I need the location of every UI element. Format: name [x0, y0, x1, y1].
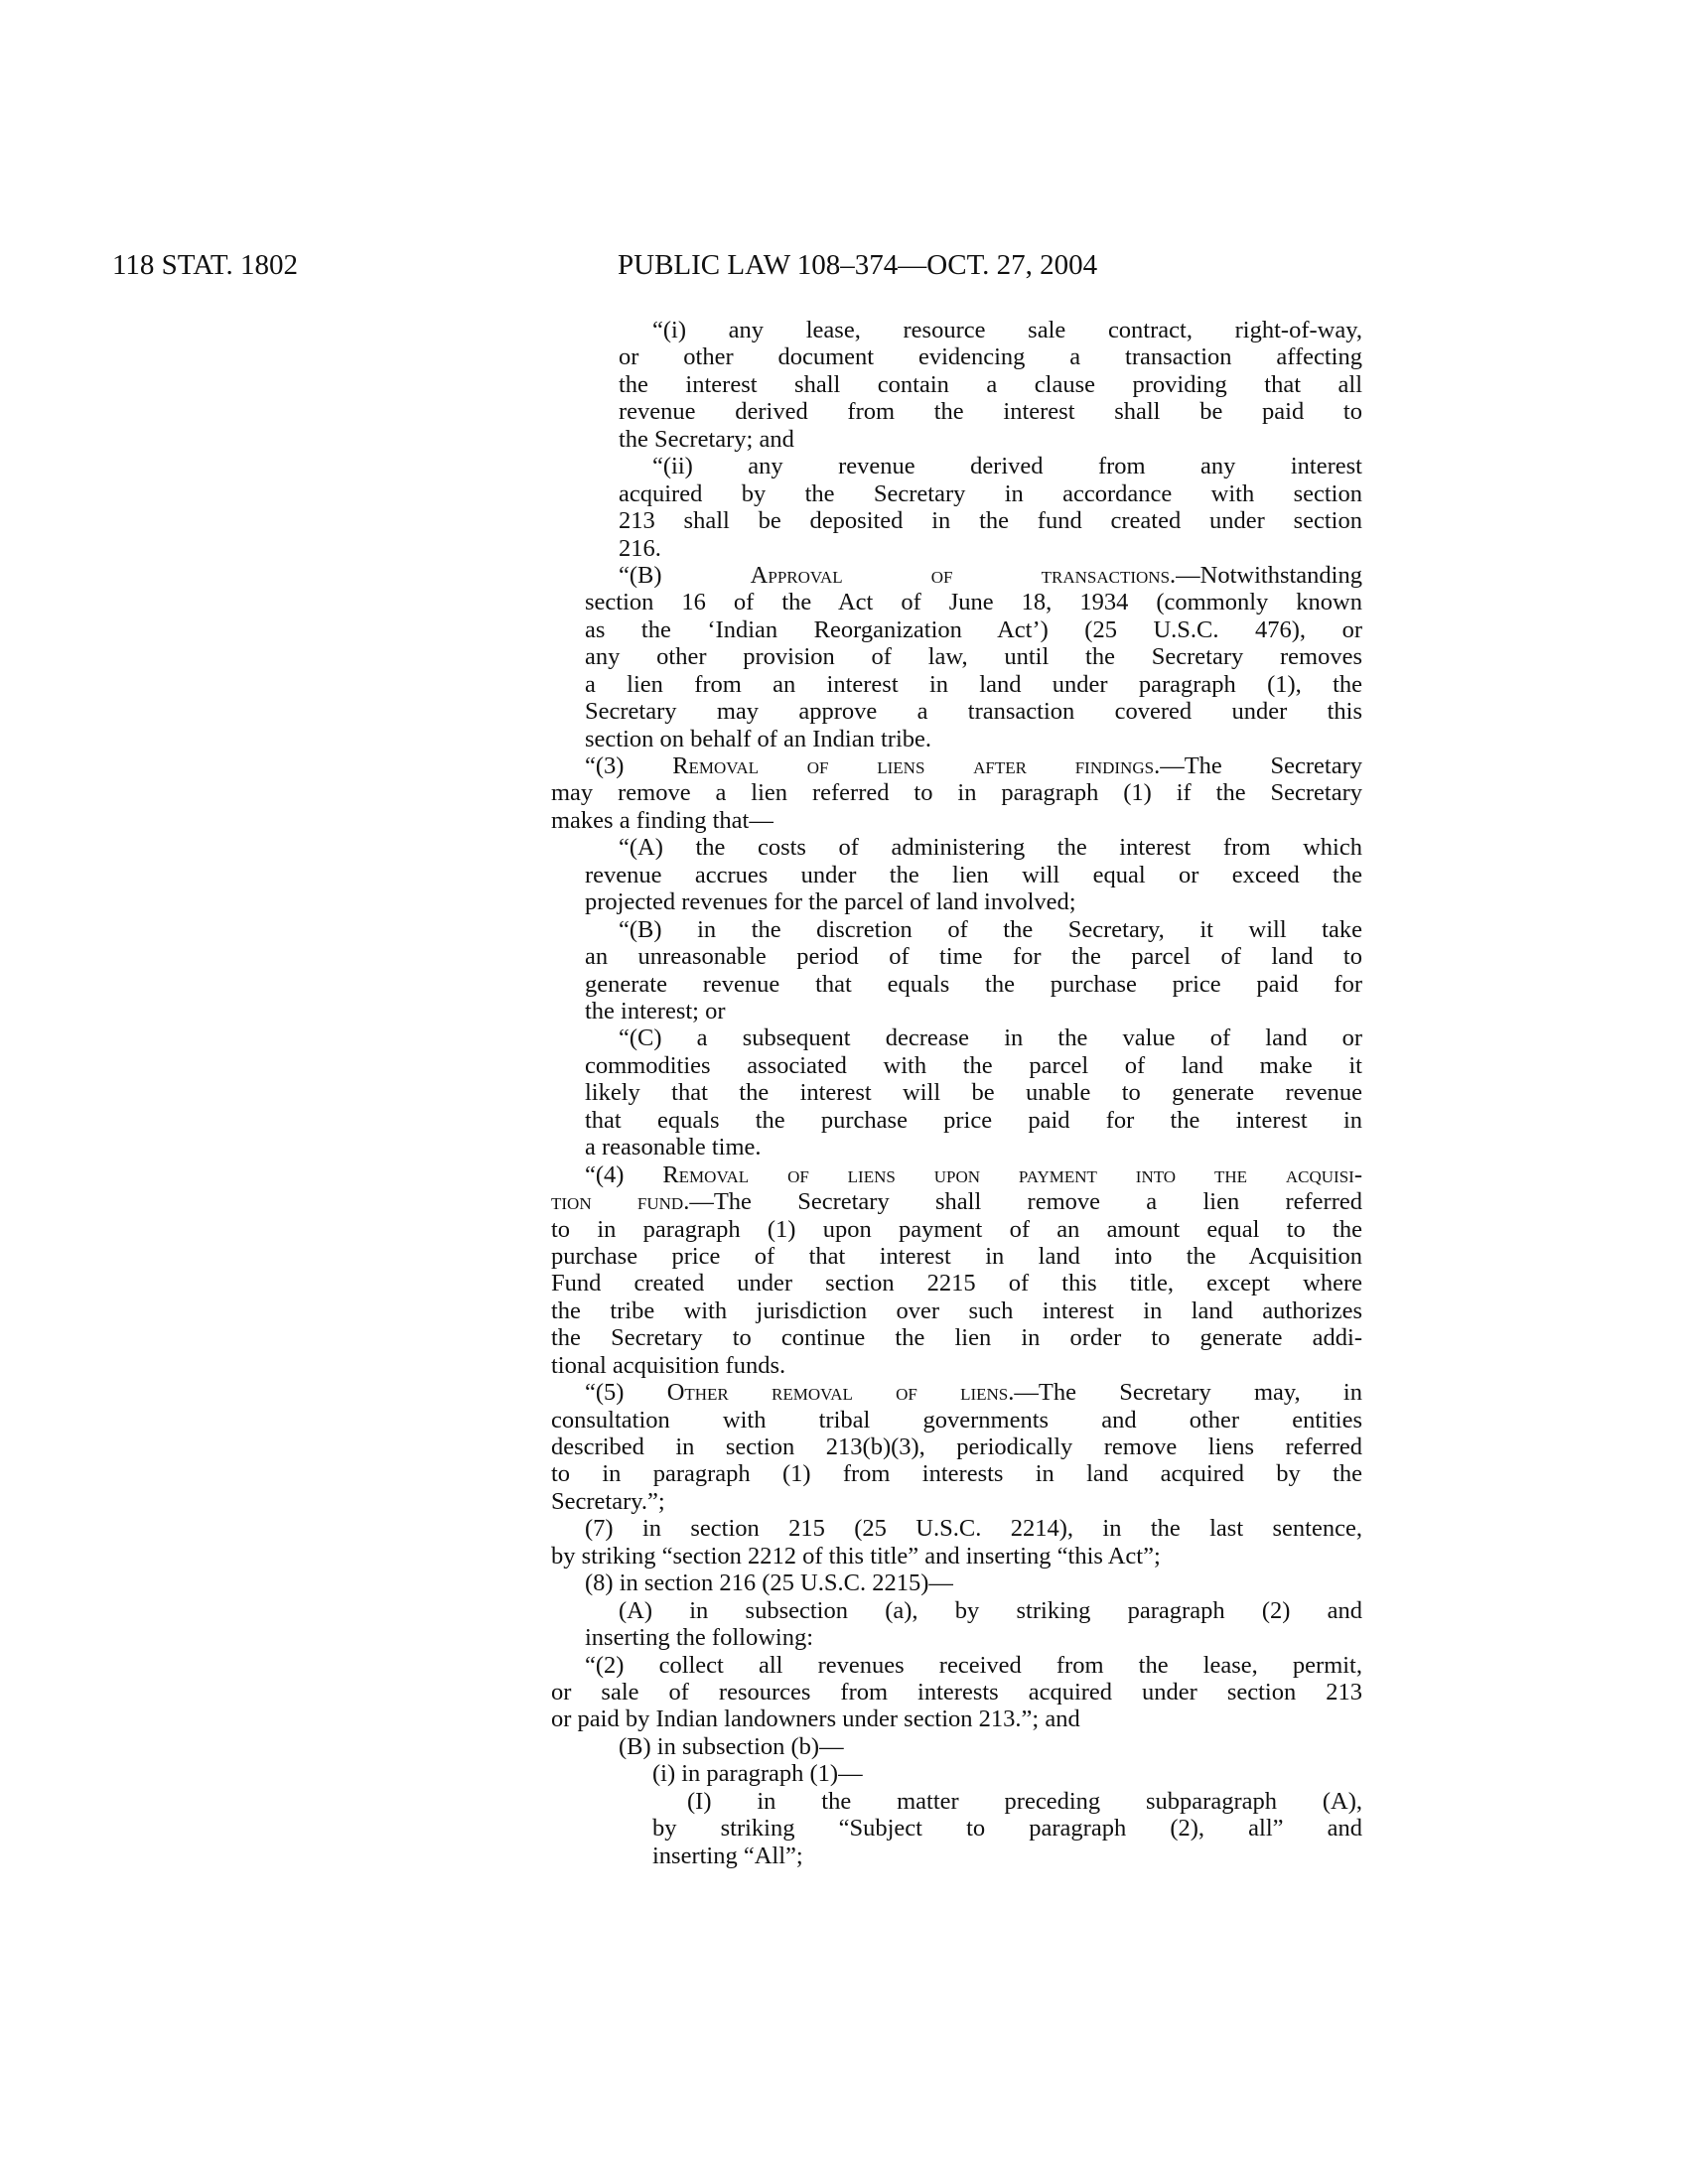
text-run: .—The Secretary may, in	[1008, 1379, 1362, 1407]
text-run: inserting the following:	[585, 1624, 813, 1652]
text-line	[551, 807, 1362, 834]
text-line	[585, 698, 1362, 725]
text-run: any other provision of law, until the Secretary removes	[585, 643, 1362, 671]
text-run: Fund created under section 2215 of this title, except where	[551, 1270, 1362, 1297]
text-line	[551, 1270, 1362, 1297]
text-run: Secretary.”;	[551, 1487, 665, 1515]
text-run: generate revenue that equals the purchase price paid for	[585, 970, 1362, 998]
text-line	[551, 1407, 1362, 1433]
text-line	[619, 1024, 1362, 1051]
text-line	[585, 998, 1362, 1024]
text-run: (I) in the matter preceding subparagraph (A),	[687, 1787, 1362, 1815]
text-run: or paid by Indian landowners under section 213.”; and	[551, 1706, 1080, 1733]
text-line	[619, 916, 1362, 943]
text-line	[551, 1243, 1362, 1270]
text-line	[585, 616, 1362, 643]
text-line	[585, 888, 1362, 915]
text-run: or other document evidencing a transaction affecting	[619, 343, 1362, 371]
text-line	[585, 971, 1362, 998]
text-line	[551, 1216, 1362, 1243]
text-line	[687, 1788, 1362, 1815]
text-line	[551, 1543, 1362, 1570]
text-run: a lien from an interest in land under paragraph (1), the	[585, 670, 1362, 698]
text-line	[619, 426, 1362, 453]
text-line	[551, 1433, 1362, 1460]
text-run: (7) in section 215 (25 U.S.C. 2214), in the last sentence,	[585, 1515, 1362, 1543]
text-run: “(5)	[585, 1379, 667, 1407]
text-line	[585, 862, 1362, 888]
section-heading: Removal of liens after findings	[672, 752, 1155, 780]
text-line	[585, 752, 1362, 779]
text-run: by striking “section 2212 of this title” and inserting “this Act”;	[551, 1542, 1161, 1570]
text-run: purchase price of that interest in land into the Acquisition	[551, 1242, 1362, 1270]
text-line	[585, 943, 1362, 970]
text-run: 213 shall be deposited in the fund created under section	[619, 507, 1362, 535]
text-run: “(2) collect all revenues received from the lease, permit,	[585, 1651, 1362, 1679]
text-run: (B) in subsection (b)—	[619, 1732, 844, 1760]
text-run: .—Notwithstanding	[1170, 561, 1362, 589]
text-run: “(4)	[585, 1160, 663, 1188]
text-run: described in section 213(b)(3), periodically remove liens referred	[551, 1433, 1362, 1461]
text-run: .—The Secretary shall remove a lien referred	[683, 1188, 1362, 1216]
text-run: “(3)	[585, 752, 673, 780]
text-run: commodities associated with the parcel of land make it	[585, 1051, 1362, 1079]
text-line	[652, 453, 1362, 479]
text-line	[585, 1624, 1362, 1651]
text-run: acquired by the Secretary in accordance with section	[619, 479, 1362, 507]
text-line	[551, 1679, 1362, 1706]
text-run: “(B) in the discretion of the Secretary, it will take	[619, 915, 1362, 943]
text-line	[585, 1134, 1362, 1160]
text-line	[585, 671, 1362, 698]
text-run: .—The Secretary	[1154, 752, 1363, 780]
text-line	[619, 1733, 1362, 1760]
text-line	[551, 1352, 1362, 1379]
text-line	[652, 317, 1362, 343]
section-heading: Removal of liens upon payment into the acquisi-	[662, 1160, 1362, 1188]
text-line	[619, 398, 1362, 425]
section-heading: Approval of transactions	[750, 561, 1171, 589]
text-run: revenue derived from the interest shall be paid to	[619, 398, 1362, 426]
text-line	[585, 643, 1362, 670]
text-line	[619, 562, 1362, 589]
text-run: (8) in section 216 (25 U.S.C. 2215)—	[585, 1570, 953, 1597]
text-line	[619, 343, 1362, 370]
text-run: by striking “Subject to paragraph (2), all” and	[652, 1815, 1362, 1843]
text-run: makes a finding that—	[551, 806, 774, 834]
text-run: may remove a lien referred to in paragraph (1) if the Secretary	[551, 779, 1362, 807]
text-run: to in paragraph (1) from interests in land acquired by the	[551, 1460, 1362, 1488]
text-run: tional acquisition funds.	[551, 1351, 786, 1379]
text-line	[619, 480, 1362, 507]
text-line	[619, 1597, 1362, 1624]
text-run: to in paragraph (1) upon payment of an amount equal to the	[551, 1215, 1362, 1243]
text-run: the Secretary; and	[619, 425, 794, 453]
text-run: the Secretary to continue the lien in order to generate addi-	[551, 1324, 1362, 1352]
text-line	[551, 779, 1362, 806]
text-line	[551, 1488, 1362, 1515]
text-line	[619, 371, 1362, 398]
text-run: (i) in paragraph (1)—	[652, 1760, 863, 1788]
text-run: or sale of resources from interests acquired under section 213	[551, 1679, 1362, 1706]
text-line	[585, 1052, 1362, 1079]
stat-page-number: 118 STAT. 1802	[112, 249, 298, 281]
section-heading: tion fund	[551, 1188, 684, 1216]
text-run: Secretary may approve a transaction covered under this	[585, 698, 1362, 726]
text-run: 216.	[619, 534, 661, 562]
text-run: a reasonable time.	[585, 1134, 762, 1161]
text-run: likely that the interest will be unable to generate revenue	[585, 1079, 1362, 1107]
text-line	[619, 507, 1362, 534]
text-run: “(i) any lease, resource sale contract, right-of-way,	[652, 317, 1362, 343]
text-line	[652, 1815, 1362, 1842]
text-line	[585, 1515, 1362, 1542]
text-run: the tribe with jurisdiction over such interest in land authorizes	[551, 1297, 1362, 1324]
text-run: “(ii) any revenue derived from any interest	[652, 453, 1362, 480]
text-line	[585, 1652, 1362, 1679]
text-line	[619, 834, 1362, 861]
text-run: the interest; or	[585, 998, 726, 1024]
text-run: section 16 of the Act of June 18, 1934 (commonly known	[585, 589, 1362, 616]
text-run: that equals the purchase price paid for the interest in	[585, 1106, 1362, 1134]
text-line	[585, 1161, 1362, 1188]
text-line	[551, 1297, 1362, 1324]
text-line	[551, 1324, 1362, 1351]
text-line	[551, 1706, 1362, 1732]
text-run: revenue accrues under the lien will equal or exceed the	[585, 861, 1362, 888]
text-run: section on behalf of an Indian tribe.	[585, 725, 932, 752]
text-line	[585, 1079, 1362, 1106]
text-run: projected revenues for the parcel of land involved;	[585, 888, 1076, 916]
text-line	[585, 589, 1362, 615]
running-title: PUBLIC LAW 108–374—OCT. 27, 2004	[618, 249, 1098, 281]
text-line	[585, 1379, 1362, 1406]
text-line	[551, 1188, 1362, 1215]
text-run: as the ‘Indian Reorganization Act’) (25 U.S.C. 476), or	[585, 615, 1362, 643]
text-line	[585, 726, 1362, 752]
text-line	[585, 1570, 1362, 1596]
text-run: inserting “All”;	[652, 1842, 803, 1869]
text-run: “(C) a subsequent decrease in the value of land or	[619, 1024, 1362, 1052]
text-run: the interest shall contain a clause providing that all	[619, 370, 1362, 398]
text-line	[652, 1760, 1362, 1787]
section-heading: Other removal of liens	[666, 1379, 1009, 1407]
text-line	[652, 1843, 1362, 1869]
text-run: “(B)	[619, 561, 751, 589]
text-line	[585, 1107, 1362, 1134]
text-line	[619, 535, 1362, 562]
text-run: consultation with tribal governments and other entities	[551, 1406, 1362, 1433]
text-run: (A) in subsection (a), by striking paragraph (2) and	[619, 1596, 1362, 1624]
text-run: “(A) the costs of administering the interest from which	[619, 834, 1362, 862]
text-line	[551, 1460, 1362, 1487]
text-run: an unreasonable period of time for the parcel of land to	[585, 943, 1362, 971]
